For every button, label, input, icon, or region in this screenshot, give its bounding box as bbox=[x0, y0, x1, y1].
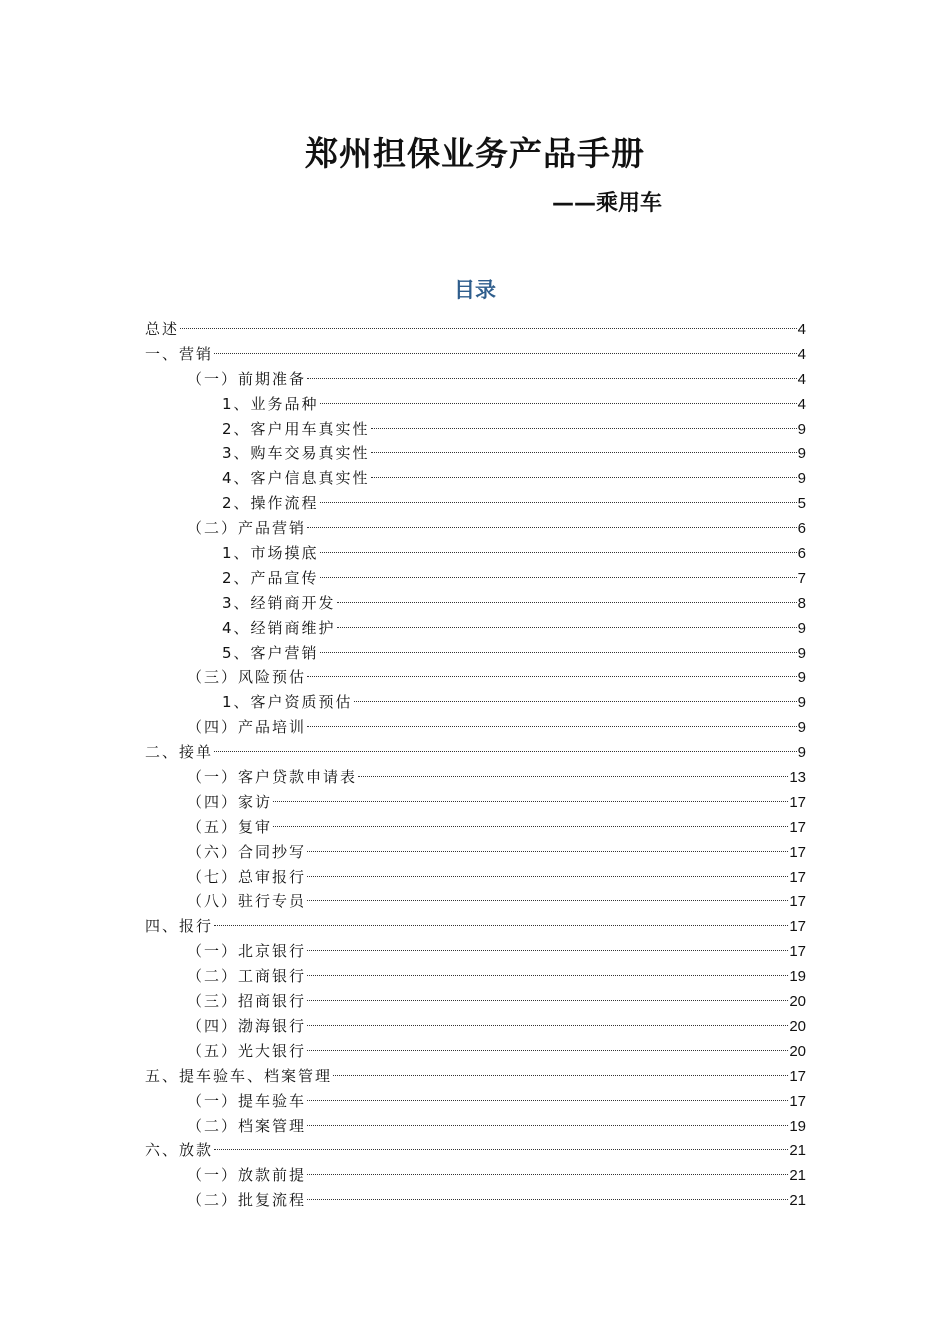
toc-entry-label: （四）家访 bbox=[187, 792, 273, 811]
toc-entry-page-number: 21 bbox=[789, 1167, 806, 1185]
toc-entry-page-number: 17 bbox=[789, 868, 806, 886]
toc-entry[interactable] bbox=[145, 367, 806, 392]
toc-entry[interactable] bbox=[145, 865, 806, 890]
toc-entry-label: （三）风险预估 bbox=[187, 668, 307, 687]
toc-entry-page-number: 17 bbox=[789, 1092, 806, 1110]
toc-entry-label: 3、购车交易真实性 bbox=[222, 444, 370, 463]
toc-entry-page-number: 9 bbox=[797, 445, 806, 463]
toc-entry-label: （五）光大银行 bbox=[187, 1041, 307, 1060]
toc-entry[interactable] bbox=[145, 665, 806, 690]
toc-dot-leader bbox=[214, 1149, 788, 1150]
toc-dot-leader bbox=[320, 652, 797, 653]
toc-entry[interactable] bbox=[145, 1089, 806, 1114]
toc-entry-page-number: 4 bbox=[797, 395, 806, 413]
toc-dot-leader bbox=[307, 527, 797, 528]
toc-dot-leader bbox=[307, 900, 788, 901]
toc-entry-page-number: 4 bbox=[797, 345, 806, 363]
toc-entry-page-number: 6 bbox=[797, 545, 806, 563]
toc-entry[interactable] bbox=[145, 1138, 806, 1163]
toc-entry-page-number: 9 bbox=[797, 644, 806, 662]
toc-dot-leader bbox=[307, 1100, 788, 1101]
toc-dot-leader bbox=[320, 403, 797, 404]
toc-dot-leader bbox=[354, 701, 797, 702]
toc-entry-page-number: 9 bbox=[797, 694, 806, 712]
toc-entry[interactable] bbox=[145, 740, 806, 765]
toc-dot-leader bbox=[180, 328, 797, 329]
toc-entry-label: （一）放款前提 bbox=[187, 1166, 307, 1185]
toc-entry-label: （七）总审报行 bbox=[187, 867, 307, 886]
toc-entry-label: 2、操作流程 bbox=[222, 494, 319, 513]
toc-entry-page-number: 5 bbox=[797, 495, 806, 513]
toc-entry-page-number: 7 bbox=[797, 569, 806, 587]
toc-entry[interactable] bbox=[145, 641, 806, 666]
toc-entry-label: 四、报行 bbox=[145, 917, 214, 936]
toc-entry[interactable] bbox=[145, 1039, 806, 1064]
toc-entry-label: 1、客户资质预估 bbox=[222, 693, 353, 712]
toc-dot-leader bbox=[307, 876, 788, 877]
toc-entry-label: 1、市场摸底 bbox=[222, 544, 319, 563]
toc-dot-leader bbox=[307, 851, 788, 852]
toc-dot-leader bbox=[307, 726, 797, 727]
toc-entry[interactable] bbox=[145, 690, 806, 715]
toc-entry-page-number: 17 bbox=[789, 793, 806, 811]
toc-entry-label: （一）北京银行 bbox=[187, 942, 307, 961]
toc-dot-leader bbox=[358, 776, 788, 777]
toc-entry-page-number: 4 bbox=[797, 321, 806, 338]
toc-entry-label: （二）批复流程 bbox=[187, 1191, 307, 1210]
toc-entry-label: （六）合同抄写 bbox=[187, 842, 307, 861]
toc-entry-label: （一）提车验车 bbox=[187, 1091, 307, 1110]
toc-entry[interactable] bbox=[145, 566, 806, 591]
toc-entry-page-number: 6 bbox=[797, 520, 806, 538]
toc-entry-label: （四）产品培训 bbox=[187, 718, 307, 737]
toc-dot-leader bbox=[273, 801, 788, 802]
toc-entry-label: 2、客户用车真实性 bbox=[222, 419, 370, 438]
toc-entry-page-number: 21 bbox=[789, 1142, 806, 1160]
toc-entry-label: （二）档案管理 bbox=[187, 1116, 307, 1135]
toc-dot-leader bbox=[371, 477, 797, 478]
toc-entry[interactable] bbox=[145, 815, 806, 840]
toc-entry[interactable] bbox=[145, 964, 806, 989]
table-of-contents bbox=[145, 317, 806, 1213]
toc-entry-page-number: 20 bbox=[789, 1042, 806, 1060]
toc-dot-leader bbox=[307, 1174, 788, 1175]
toc-entry-label: 2、产品宣传 bbox=[222, 568, 319, 587]
toc-entry-label: 二、接单 bbox=[145, 743, 214, 762]
toc-entry-label: 1、业务品种 bbox=[222, 394, 319, 413]
toc-entry-page-number: 17 bbox=[789, 943, 806, 961]
toc-entry[interactable] bbox=[145, 1014, 806, 1039]
toc-dot-leader bbox=[337, 602, 797, 603]
toc-heading: 目录 bbox=[454, 278, 496, 302]
toc-entry[interactable] bbox=[145, 1114, 806, 1139]
toc-entry[interactable] bbox=[145, 417, 806, 442]
toc-entry[interactable] bbox=[145, 715, 806, 740]
toc-dot-leader bbox=[333, 1075, 788, 1076]
toc-dot-leader bbox=[307, 1000, 788, 1001]
toc-entry-page-number: 9 bbox=[797, 719, 806, 737]
toc-entry-label: 4、客户信息真实性 bbox=[222, 469, 370, 488]
toc-dot-leader bbox=[307, 1025, 788, 1026]
toc-entry-label: （八）驻行专员 bbox=[187, 892, 307, 911]
toc-entry[interactable] bbox=[145, 466, 806, 491]
toc-entry[interactable] bbox=[145, 491, 806, 516]
toc-entry-page-number: 20 bbox=[789, 1017, 806, 1035]
document-title: 郑州担保业务产品手册 bbox=[305, 134, 645, 173]
toc-entry[interactable] bbox=[145, 765, 806, 790]
toc-entry-label: 4、经销商维护 bbox=[222, 618, 336, 637]
toc-entry-page-number: 4 bbox=[797, 370, 806, 388]
toc-dot-leader bbox=[307, 1125, 788, 1126]
toc-entry[interactable] bbox=[145, 591, 806, 616]
toc-entry[interactable] bbox=[145, 889, 806, 914]
toc-entry[interactable] bbox=[145, 541, 806, 566]
toc-entry-page-number: 19 bbox=[789, 968, 806, 986]
toc-entry-page-number: 19 bbox=[789, 1117, 806, 1135]
toc-dot-leader bbox=[371, 452, 797, 453]
toc-entry-label: 一、营销 bbox=[145, 344, 214, 363]
toc-entry-label: （三）招商银行 bbox=[187, 992, 307, 1011]
toc-dot-leader bbox=[214, 353, 797, 354]
toc-entry-page-number: 20 bbox=[789, 993, 806, 1011]
toc-entry-page-number: 9 bbox=[797, 669, 806, 687]
toc-dot-leader bbox=[371, 428, 797, 429]
toc-entry[interactable] bbox=[145, 1064, 806, 1089]
toc-entry[interactable] bbox=[145, 317, 806, 342]
toc-dot-leader bbox=[320, 552, 797, 553]
toc-dot-leader bbox=[214, 925, 788, 926]
toc-dot-leader bbox=[307, 950, 788, 951]
toc-entry-page-number: 9 bbox=[797, 619, 806, 637]
toc-entry-page-number: 8 bbox=[797, 594, 806, 612]
toc-dot-leader bbox=[307, 1050, 788, 1051]
toc-entry-label: （二）工商银行 bbox=[187, 967, 307, 986]
toc-entry[interactable] bbox=[145, 914, 806, 939]
toc-entry-label: 3、经销商开发 bbox=[222, 593, 336, 612]
toc-entry[interactable] bbox=[145, 1163, 806, 1188]
toc-entry-label: （四）渤海银行 bbox=[187, 1016, 307, 1035]
toc-entry[interactable] bbox=[145, 790, 806, 815]
toc-dot-leader bbox=[320, 502, 797, 503]
toc-entry-label: （一）客户贷款申请表 bbox=[187, 768, 358, 787]
toc-entry[interactable] bbox=[145, 342, 806, 367]
toc-dot-leader bbox=[337, 627, 797, 628]
toc-dot-leader bbox=[307, 1199, 788, 1200]
toc-entry-page-number: 9 bbox=[797, 744, 806, 762]
toc-entry[interactable] bbox=[145, 939, 806, 964]
toc-entry-page-number: 17 bbox=[789, 918, 806, 936]
toc-entry-page-number: 21 bbox=[789, 1192, 806, 1210]
toc-entry-label: 六、放款 bbox=[145, 1141, 214, 1160]
toc-entry[interactable] bbox=[145, 840, 806, 865]
toc-entry-page-number: 17 bbox=[789, 818, 806, 836]
toc-entry-page-number: 17 bbox=[789, 893, 806, 911]
toc-entry-label: 五、提车验车、档案管理 bbox=[145, 1066, 333, 1085]
toc-entry[interactable] bbox=[145, 1188, 806, 1213]
toc-entry[interactable] bbox=[145, 392, 806, 417]
toc-entry-label: （二）产品营销 bbox=[187, 519, 307, 538]
toc-entry[interactable] bbox=[145, 516, 806, 541]
toc-dot-leader bbox=[307, 676, 797, 677]
toc-entry-page-number: 9 bbox=[797, 470, 806, 488]
toc-entry-page-number: 9 bbox=[797, 420, 806, 438]
toc-entry-page-number: 17 bbox=[789, 1067, 806, 1085]
toc-entry-page-number: 13 bbox=[789, 769, 806, 787]
toc-entry[interactable] bbox=[145, 989, 806, 1014]
document-subtitle: ——乘用车 bbox=[552, 191, 663, 216]
toc-dot-leader bbox=[273, 826, 788, 827]
toc-dot-leader bbox=[214, 751, 797, 752]
toc-entry-label: 总述 bbox=[145, 320, 180, 338]
toc-entry-label: （五）复审 bbox=[187, 817, 273, 836]
toc-dot-leader bbox=[307, 975, 788, 976]
toc-dot-leader bbox=[307, 378, 797, 379]
toc-entry-page-number: 17 bbox=[789, 843, 806, 861]
toc-entry-label: 5、客户营销 bbox=[222, 643, 319, 662]
toc-entry[interactable] bbox=[145, 616, 806, 641]
toc-entry-label: （一）前期准备 bbox=[187, 369, 307, 388]
toc-dot-leader bbox=[320, 577, 797, 578]
toc-entry[interactable] bbox=[145, 441, 806, 466]
